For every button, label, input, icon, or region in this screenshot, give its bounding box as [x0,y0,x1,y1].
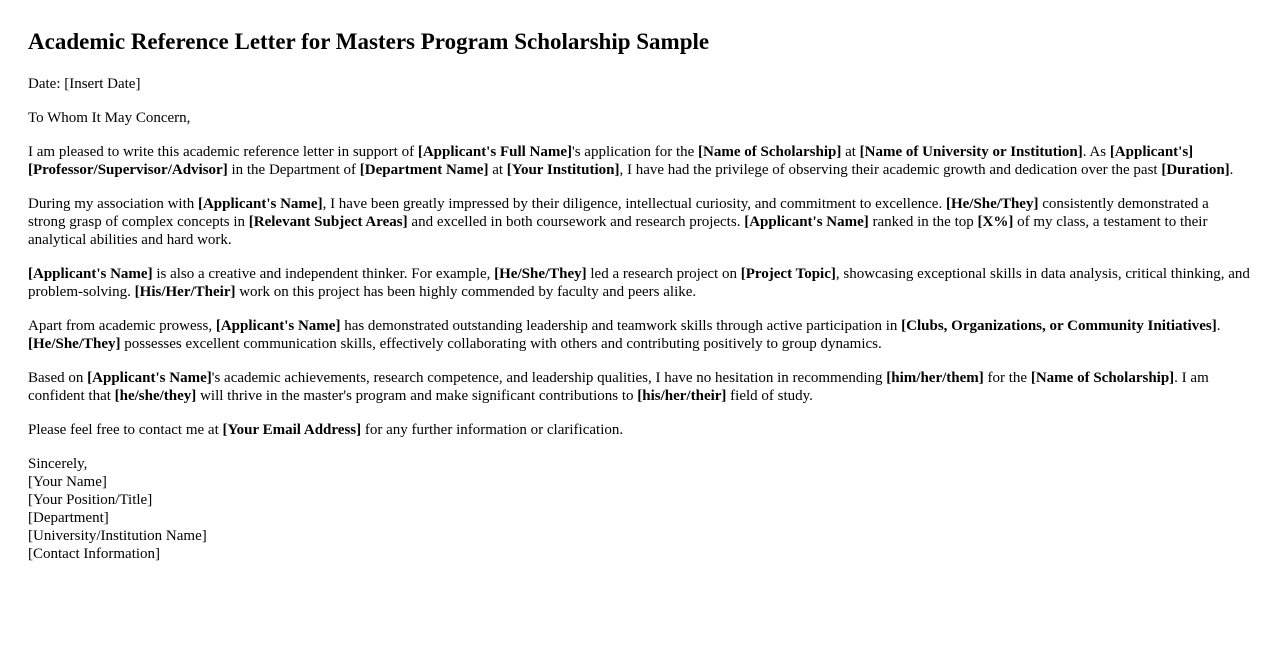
placeholder-university-name: [Name of University or Institution] [859,144,1083,160]
page-title: Academic Reference Letter for Masters Program Scholarship Sample [28,29,710,54]
placeholder-possessive-pronoun: [his/her/their] [637,388,727,404]
placeholder-object-pronoun: [him/her/them] [886,370,984,386]
letter-body [28,75,1250,579]
placeholder-pronoun: [He/She/They] [28,336,121,352]
placeholder-project-topic: [Project Topic] [740,266,836,282]
placeholder-applicant-name: [Applicant's Name] [28,266,153,282]
paragraph-association: During my association with [Applicant's Name], I have been greatly impressed by their diligence, intellectual curiosity, and commitment to excellence. [He/She/They] consistently demonstrated a strong grasp of complex concepts in [Relevant Subject Areas] and excelled in both coursework and research projects. [Applicant's Name] ranked in the top [X%] of my class, a testament to their analytical abilities and hard work. [28,196,1209,248]
placeholder-applicant-name: [Applicant's Name] [87,370,212,386]
paragraph-intro: I am pleased to write this academic reference letter in support of [Applicant's Full Name]'s application for the [Name of Scholarship] at [Name of University or Institution]. As [Applicant's] [Professor/Supervisor/Advisor] in the Department of [Department Name] at [Your Institution], I have had the privilege of observing their academic growth and dedication over the past [Duration]. [28,144,1234,178]
closing: Sincerely, [28,456,88,472]
placeholder-scholarship-name: [Name of Scholarship] [698,144,842,160]
paragraph-recommendation: Based on [Applicant's Name]'s academic achievements, research competence, and leadership qualities, I have no hesitation in recommending [him/her/them] for the [Name of Scholarship]. I am confident that [he/she/they] will thrive in the master's program and make significant contributions to [his/her/their] field of study. [28,370,1209,404]
placeholder-scholarship-name: [Name of Scholarship] [1030,370,1175,386]
placeholder-subject-areas: [Relevant Subject Areas] [248,214,408,230]
placeholder-applicant-full-name: [Applicant's Full Name] [417,144,573,160]
placeholder-applicant-name: [Applicant's Name] [197,196,323,212]
signature-name: [Your Name] [28,474,107,490]
placeholder-possessive-pronoun: [His/Her/Their] [134,284,236,300]
signature-position: [Your Position/Title] [28,492,153,508]
placeholder-pronoun: [He/She/They] [945,196,1039,212]
salutation: To Whom It May Concern, [28,110,191,126]
placeholder-duration: [Duration] [1161,162,1230,178]
placeholder-pronoun: [He/She/They] [494,266,587,282]
signature-block [28,455,1250,563]
signature-department: [Department] [28,510,109,526]
placeholder-applicants: [Applicant's] [1109,144,1194,160]
placeholder-role: [Professor/Supervisor/Advisor] [28,162,228,178]
paragraph-contact: Please feel free to contact me at [Your Email Address] for any further information or clarification. [28,422,624,438]
placeholder-rank-percent: [X%] [977,214,1014,230]
placeholder-clubs: [Clubs, Organizations, or Community Initiatives] [901,318,1217,334]
paragraph-leadership: Apart from academic prowess, [Applicant's Name] has demonstrated outstanding leadership and teamwork skills through active participation in [Clubs, Organizations, or Community Initiatives]. [He/She/They] possesses excellent communication skills, effectively collaborating with others and contributing positively to group dynamics. [28,318,1221,352]
signature-contact: [Contact Information] [28,546,161,562]
placeholder-your-institution: [Your Institution] [506,162,620,178]
placeholder-email-address: [Your Email Address] [222,422,362,438]
placeholder-department-name: [Department Name] [359,162,489,178]
signature-university: [University/Institution Name] [28,528,207,544]
placeholder-applicant-name: [Applicant's Name] [215,318,341,334]
placeholder-applicant-name: [Applicant's Name] [744,214,869,230]
placeholder-subject-pronoun: [he/she/they] [114,388,197,404]
paragraph-creativity: [Applicant's Name] is also a creative and independent thinker. For example, [He/She/They] led a research project on [Project Topic], showcasing exceptional skills in data analysis, critical thinking, and problem-solving. [His/Her/Their] work on this project has been highly commended by faculty and peers alike. [28,266,1250,300]
date-line: Date: [Insert Date] [28,76,141,92]
